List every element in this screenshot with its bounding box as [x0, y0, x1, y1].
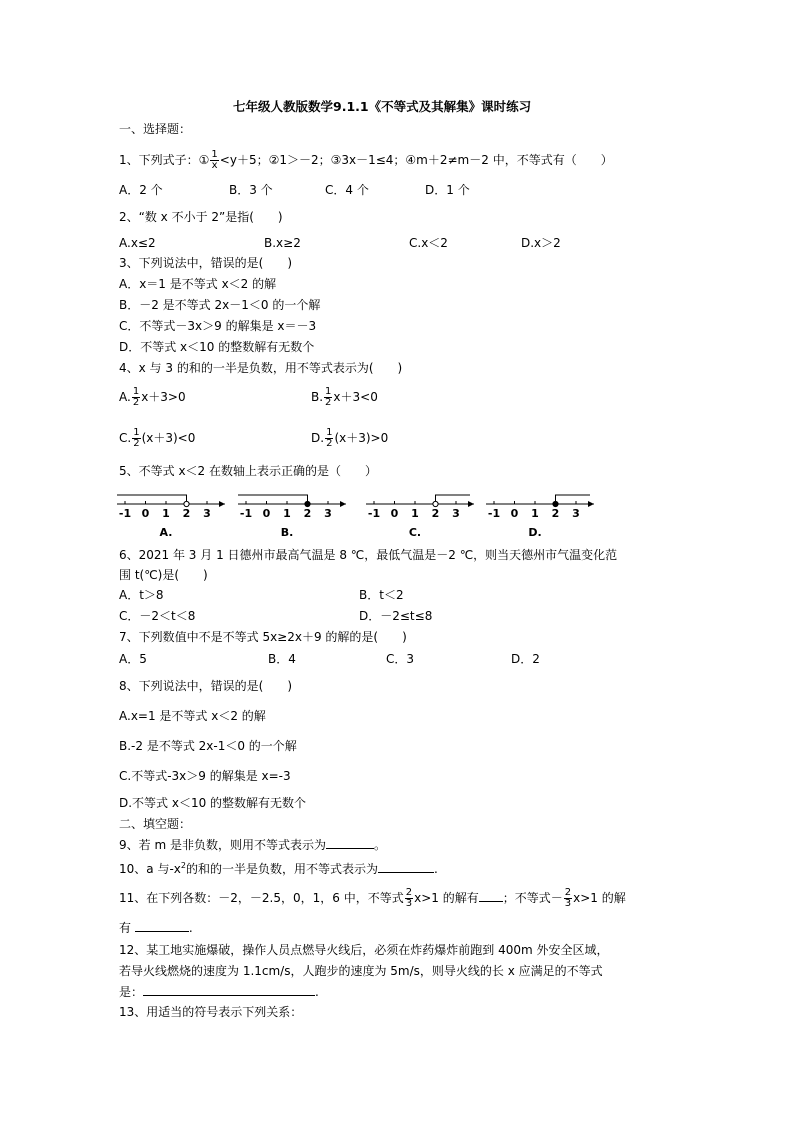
numberline-tick-label: 3 — [572, 507, 580, 520]
q4-stem: 4、x 与 3 的和的一半是负数，用不等式表示为( ) — [119, 361, 403, 375]
q12-line1: 12、某工地实施爆破，操作人员点燃导火线后，必须在炸药爆炸前跑到 400m 外安全区域， — [119, 943, 609, 957]
numberline-tick-label: 3 — [203, 507, 211, 520]
numberline-solution-ray — [117, 495, 187, 504]
numberline-tick-label: 1 — [411, 507, 419, 520]
q1-option-c[interactable]: C．4 个 — [325, 183, 369, 197]
q12-answer-blank[interactable] — [143, 984, 315, 996]
q8-option-b[interactable]: B.-2 是不等式 2x-1＜0 的一个解 — [119, 739, 297, 753]
numberline-tick-label: 1 — [162, 507, 170, 520]
q6-option-a[interactable]: A．t＞8 — [119, 588, 164, 602]
q11-answer-blank-2[interactable] — [135, 920, 189, 932]
section-choice-heading: 一、选择题： — [119, 122, 192, 136]
numberline-tick-label: -1 — [118, 507, 132, 520]
numberline-arrow — [468, 501, 474, 507]
q7-option-a[interactable]: A．5 — [119, 652, 147, 666]
q4-option-d[interactable]: D. $\frac{1}{2}$ (x＋3)>0 — [311, 427, 389, 449]
numberline-tick-label: 0 — [141, 507, 150, 520]
q2-stem: 2、“数 x 不小于 2”是指( ) — [119, 210, 283, 224]
numberline-tick-label: 3 — [452, 507, 460, 520]
numberline-tick-label: 0 — [262, 507, 271, 520]
q7-option-b[interactable]: B．4 — [268, 652, 296, 666]
q5-option-label[interactable]: A. — [159, 526, 173, 539]
numberline-tick-label: 3 — [324, 507, 332, 520]
q6-option-d[interactable]: D．－2≤t≤8 — [359, 609, 433, 623]
q12-line3: 是： . — [119, 985, 319, 999]
q8-option-c[interactable]: C.不等式-3x＞9 的解集是 x=-3 — [119, 769, 291, 783]
numberline-tick-label: -1 — [239, 507, 253, 520]
q1-stem: 1、下列式子：① $\frac{1}{x}$ <y＋5；②1＞－2；③3x－1≤4；④m＋2≠m－2 中，不等式有（ ） — [119, 149, 613, 171]
q1-option-b[interactable]: B．3 个 — [229, 183, 273, 197]
q5-option-label[interactable]: D. — [528, 526, 542, 539]
numberline-solution-ray — [238, 495, 308, 504]
q6-stem-line1: 6、2021 年 3 月 1 日德州市最高气温是 8 ℃，最低气温是－2 ℃，则当天德州市气温变化范 — [119, 548, 618, 562]
q3-option-c[interactable]: C．不等式－3x＞9 的解集是 x＝－3 — [119, 319, 317, 333]
q2-option-b[interactable]: B.x≥2 — [264, 236, 301, 250]
q4-option-a[interactable]: A. $\frac{1}{2}$ x＋3>0 — [119, 386, 186, 408]
q6-stem-line2: 围 t(℃)是( ) — [119, 568, 208, 582]
numberline-closed-point — [305, 501, 310, 506]
numberline-tick-label: 2 — [182, 507, 191, 520]
numberline-tick-label: 0 — [510, 507, 519, 520]
q9-answer-blank[interactable] — [326, 837, 374, 849]
q3-option-a[interactable]: A．x＝1 是不等式 x＜2 的解 — [119, 277, 277, 291]
q12-line2: 若导火线燃烧的速度为 1.1cm/s，人跑步的速度为 5m/s，则导火线的长 x 应满足的不等式 — [119, 964, 603, 978]
q6-option-c[interactable]: C．－2＜t＜8 — [119, 609, 196, 623]
numberline-tick-label: 2 — [431, 507, 440, 520]
q4-option-b[interactable]: B. $\frac{1}{2}$ x＋3<0 — [311, 386, 378, 408]
q3-stem: 3、下列说法中，错误的是( ) — [119, 256, 292, 270]
q8-stem: 8、下列说法中，错误的是( ) — [119, 679, 292, 693]
q3-option-d[interactable]: D．不等式 x＜10 的整数解有无数个 — [119, 340, 315, 354]
q7-option-d[interactable]: D．2 — [511, 652, 540, 666]
q8-option-a[interactable]: A.x=1 是不等式 x＜2 的解 — [119, 709, 266, 723]
numberline-arrow — [588, 501, 594, 507]
q9: 9、若 m 是非负数，则用不等式表示为 。 — [119, 838, 386, 852]
numberline-tick-label: 1 — [531, 507, 539, 520]
q2-option-d[interactable]: D.x＞2 — [521, 236, 561, 250]
q2-option-a[interactable]: A.x≤2 — [119, 236, 156, 250]
q4-option-c[interactable]: C. $\frac{1}{2}$ (x＋3)<0 — [119, 427, 196, 449]
numberline-tick-label: -1 — [367, 507, 381, 520]
q3-option-b[interactable]: B．－2 是不等式 2x－1＜0 的一个解 — [119, 298, 321, 312]
q8-option-d[interactable]: D.不等式 x＜10 的整数解有无数个 — [119, 796, 307, 810]
q11-answer-blank-1[interactable] — [479, 890, 503, 902]
numberline-closed-point — [553, 501, 558, 506]
q1-option-a[interactable]: A．2 个 — [119, 183, 163, 197]
q1-option-d[interactable]: D．1 个 — [425, 183, 470, 197]
numberline-tick-label: 2 — [303, 507, 312, 520]
numberline-arrow — [219, 501, 225, 507]
q7-stem: 7、下列数值中不是不等式 5x≥2x＋9 的解的是( ) — [119, 630, 407, 644]
q11-line2: 有 . — [119, 921, 193, 935]
q7-option-c[interactable]: C．3 — [386, 652, 415, 666]
q5-stem: 5、不等式 x＜2 在数轴上表示正确的是（ ） — [119, 464, 378, 478]
numberline-tick-label: 0 — [390, 507, 399, 520]
numberline-open-point — [184, 501, 189, 506]
q5-option-label[interactable]: B. — [280, 526, 294, 539]
q2-option-c[interactable]: C.x＜2 — [409, 236, 448, 250]
section-fill-heading: 二、填空题： — [119, 817, 192, 831]
q10: 10、a 与$-x^2$的和的一半是负数，用不等式表示为 . — [119, 861, 438, 876]
numberline-solution-ray — [556, 495, 591, 504]
page-title: 七年级人教版数学9.1.1《不等式及其解集》课时练习 — [233, 99, 532, 114]
q6-option-b[interactable]: B．t＜2 — [359, 588, 404, 602]
numberline-arrow — [340, 501, 346, 507]
numberline-tick-label: -1 — [487, 507, 501, 520]
numberline-tick-label: 1 — [283, 507, 291, 520]
q11-line1: 11、在下列各数：－2，－2.5，0，1，6 中，不等式 $\frac{2}{3}$ x>1 的解有 ；不等式－ $\frac{2}{3}$ x>1 的解 — [119, 887, 626, 909]
numberline-solution-ray — [436, 495, 471, 504]
q5-option-label[interactable]: C. — [408, 526, 422, 539]
q1-fraction: $\frac{1}{x}$ — [211, 149, 218, 171]
numberline-tick-label: 2 — [551, 507, 560, 520]
q10-answer-blank[interactable] — [378, 861, 434, 873]
numberline-open-point — [433, 501, 438, 506]
q5-number-lines — [115, 485, 615, 541]
q13-stem: 13、用适当的符号表示下列关系： — [119, 1005, 303, 1019]
